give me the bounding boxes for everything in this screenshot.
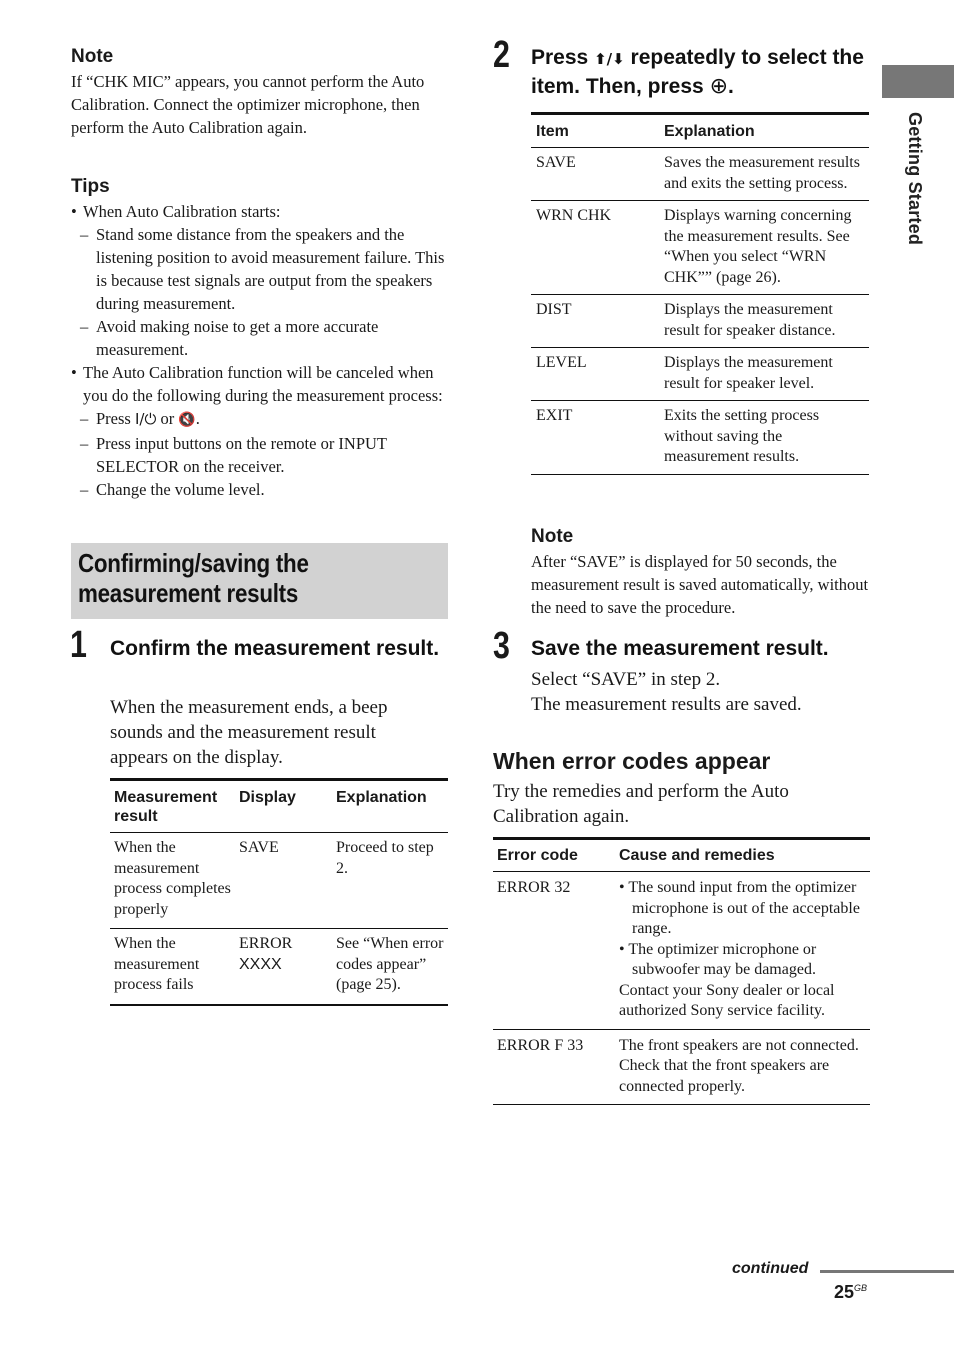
tip-subitem bbox=[71, 432, 451, 478]
step2-text-a: Press bbox=[531, 46, 595, 69]
section-title: Confirming/saving the measurement results bbox=[78, 548, 309, 608]
tips-heading: Tips bbox=[71, 176, 110, 197]
col-error-code: Error code bbox=[493, 839, 615, 872]
cell-explanation: Displays the measurement result for speaker level. bbox=[659, 348, 869, 401]
bullet: • bbox=[71, 363, 77, 382]
error-intro-text: Try the remedies and perform the Auto Calibration again. bbox=[493, 781, 789, 827]
remedy-text: Contact your Sony dealer or local authorized Sony service facility. bbox=[619, 981, 835, 1019]
table-row bbox=[110, 929, 448, 1005]
power-icon: I/⏻ bbox=[134, 410, 157, 428]
tip-text: When Auto Calibration starts: bbox=[83, 202, 281, 221]
table-row bbox=[493, 872, 870, 1030]
dash: – bbox=[80, 434, 89, 453]
page-suffix: GB bbox=[854, 1283, 868, 1293]
table-row bbox=[531, 201, 869, 295]
tip-period: . bbox=[195, 409, 200, 428]
col-item: Item bbox=[531, 114, 659, 148]
display-code: XXXX bbox=[239, 955, 282, 973]
display-error: ERROR bbox=[239, 935, 293, 952]
step3-title: Save the measurement result. bbox=[531, 637, 829, 660]
muting-icon: 🔇 bbox=[178, 412, 196, 428]
table-row bbox=[531, 401, 869, 475]
table-row bbox=[110, 833, 448, 929]
tip-item bbox=[71, 200, 451, 223]
tip-or: or bbox=[156, 409, 179, 428]
step2-text-b: repeatedly to select the item. Then, press bbox=[531, 46, 864, 98]
cell-result: When the measurement process completes properly bbox=[110, 833, 235, 929]
col-explanation: Explanation bbox=[332, 780, 448, 833]
cell-explanation: Exits the setting process without saving the measurement results. bbox=[659, 401, 869, 475]
cell-item: LEVEL bbox=[531, 348, 659, 401]
note-heading: Note bbox=[71, 46, 114, 67]
page-number-value: 25 bbox=[834, 1282, 855, 1302]
continued-label: continued bbox=[732, 1260, 809, 1277]
enter-button-icon: ⊕ bbox=[709, 74, 728, 99]
cell-item: WRN CHK bbox=[531, 201, 659, 295]
tip-item bbox=[71, 361, 451, 407]
col-display: Display bbox=[235, 780, 332, 833]
step-number-1: 1 bbox=[70, 624, 87, 666]
tips-list bbox=[71, 200, 451, 501]
cell-error-code: ERROR F 33 bbox=[493, 1029, 615, 1105]
tip-subtext: Press input buttons on the remote or INPUT SELECTOR on the receiver. bbox=[96, 434, 387, 476]
col-measurement-result: Measurement result bbox=[110, 780, 235, 833]
step3-line1: Select “SAVE” in step 2. bbox=[531, 669, 721, 690]
cell-result: When the measurement process fails bbox=[114, 935, 200, 993]
cell-explanation: Displays warning concerning the measurement results. See “When you select “WRN CHK”” (page 26). bbox=[659, 201, 869, 295]
measurement-result-table bbox=[110, 778, 448, 1006]
cell-display bbox=[235, 929, 332, 1005]
table-header-row bbox=[110, 780, 448, 833]
note-text: If “CHK MIC” appears, you cannot perform the Auto Calibration. Connect the optimizer microphone, then perform the Auto Calibration again. bbox=[71, 72, 425, 137]
dash: – bbox=[80, 225, 89, 244]
step2-text-c: . bbox=[728, 75, 734, 98]
cell-explanation: Saves the measurement results and exits the setting process. bbox=[659, 148, 869, 201]
cell-explanation: See “When error codes appear” (page 25). bbox=[336, 935, 444, 993]
cell-cause bbox=[615, 872, 870, 1030]
side-tab-marker bbox=[882, 65, 954, 98]
tip-subtext: Avoid making noise to get a more accurate measurement. bbox=[96, 317, 379, 359]
step-number-2: 2 bbox=[493, 34, 510, 76]
dash: – bbox=[80, 409, 89, 428]
step1-text: When the measurement ends, a beep sounds and the measurement result appears on the display. bbox=[110, 697, 388, 768]
cell-display: SAVE bbox=[235, 833, 332, 929]
error-codes-heading: When error codes appear bbox=[493, 748, 771, 774]
remedy-text: Check that the front speakers are connected properly. bbox=[619, 1057, 830, 1095]
cell-cause bbox=[615, 1029, 870, 1105]
tip-subtext: Change the volume level. bbox=[96, 480, 265, 499]
table-row bbox=[531, 295, 869, 348]
table-header-row bbox=[493, 839, 870, 872]
up-down-arrows-icon: ⬆/⬇ bbox=[594, 50, 625, 68]
cell-item: DIST bbox=[531, 295, 659, 348]
error-code-table bbox=[493, 837, 870, 1105]
step3-line2: The measurement results are saved. bbox=[531, 694, 802, 715]
step-number-3: 3 bbox=[493, 625, 510, 667]
step1-title: Confirm the measurement result. bbox=[110, 637, 440, 660]
table-row bbox=[493, 1029, 870, 1105]
tip-subitem bbox=[71, 407, 451, 432]
page-number bbox=[834, 1282, 867, 1303]
cell-error-code: ERROR 32 bbox=[493, 872, 615, 1030]
cell-explanation: Displays the measurement result for speaker distance. bbox=[659, 295, 869, 348]
cell-item: EXIT bbox=[531, 401, 659, 475]
cause-text: The front speakers are not connected. bbox=[619, 1036, 859, 1054]
tip-subitem bbox=[71, 223, 451, 315]
col-cause-remedies: Cause and remedies bbox=[615, 839, 870, 872]
tip-text: The Auto Calibration function will be canceled when you do the following during the measurement process: bbox=[83, 363, 443, 405]
tip-subtext: Stand some distance from the speakers and the listening position to avoid measurement failure. This is because test signals are output from the speakers during measurement. bbox=[96, 225, 445, 313]
table-header-row bbox=[531, 114, 869, 148]
table-row bbox=[531, 348, 869, 401]
col-explanation: Explanation bbox=[659, 114, 869, 148]
step2-title bbox=[531, 44, 871, 100]
note-text-2: After “SAVE” is displayed for 50 seconds, the measurement result is saved automatically, without the need to save the procedure. bbox=[531, 552, 869, 617]
dash: – bbox=[80, 480, 89, 499]
note-heading-2: Note bbox=[531, 526, 574, 547]
bullet: • bbox=[71, 202, 77, 221]
side-tab-label: Getting Started bbox=[905, 112, 925, 246]
dash: – bbox=[80, 317, 89, 336]
continued-line bbox=[820, 1270, 954, 1273]
tip-subtext-press: Press bbox=[96, 409, 135, 428]
table-row bbox=[531, 148, 869, 201]
cell-item: SAVE bbox=[531, 148, 659, 201]
cell-explanation: Proceed to step 2. bbox=[332, 833, 448, 929]
cause-bullet: • The sound input from the optimizer microphone is out of the acceptable range. bbox=[619, 879, 860, 937]
tip-subitem bbox=[71, 478, 451, 501]
tip-subitem bbox=[71, 315, 451, 361]
cause-bullet: • The optimizer microphone or subwoofer may be damaged. bbox=[619, 940, 817, 978]
item-explanation-table bbox=[531, 112, 869, 475]
